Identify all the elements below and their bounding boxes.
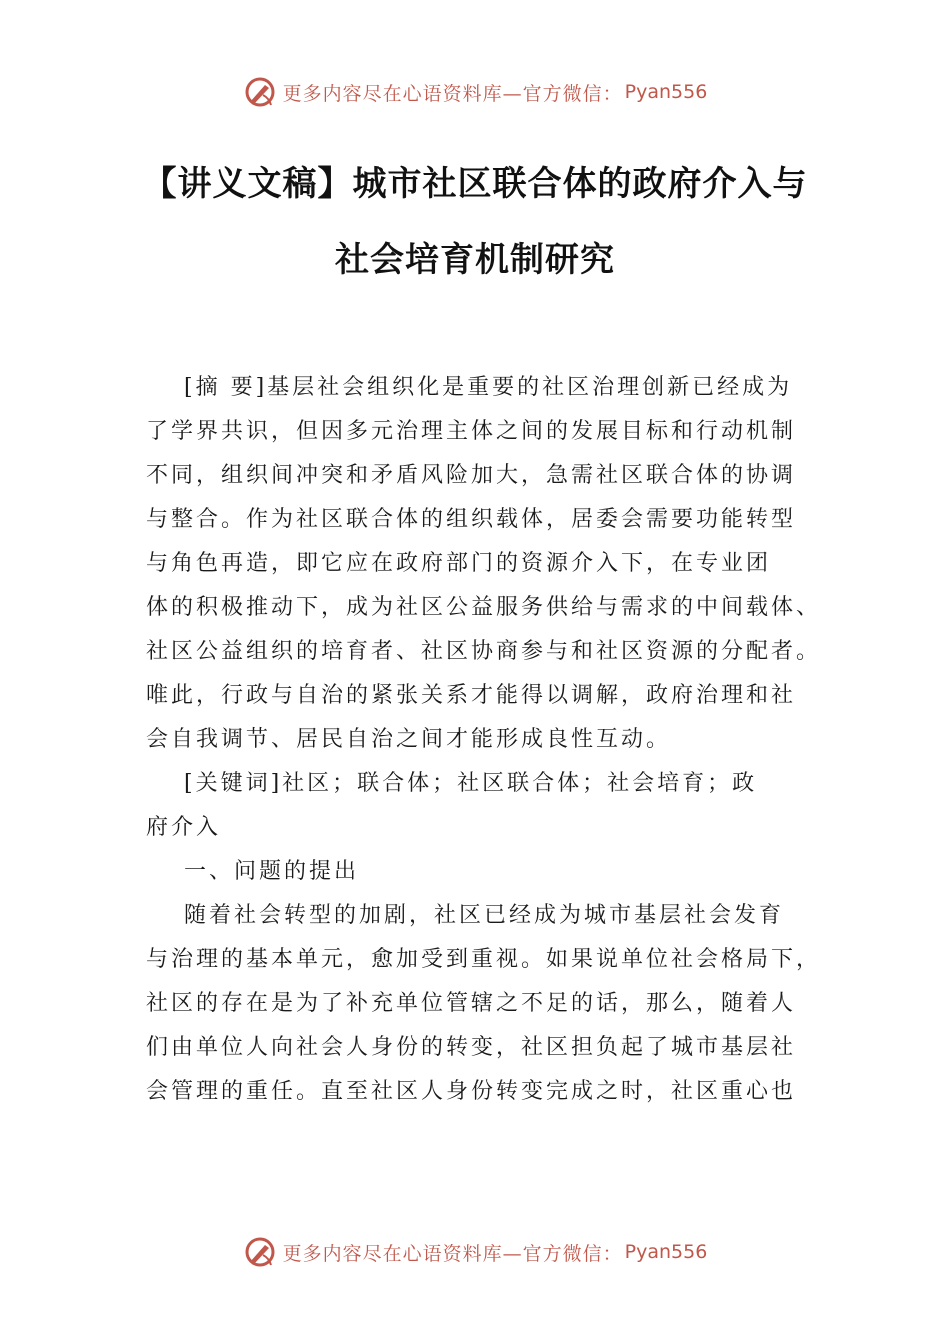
watermark-text: 更多内容尽在心语资料库—官方微信： [282,82,623,105]
brush-logo-icon [243,1235,277,1269]
abstract-line: 与整合。作为社区联合体的组织载体，居委会需要功能转型 [146,507,797,532]
abstract-line: [摘 要]基层社会组织化是重要的社区治理创新已经成为 [184,375,793,400]
header-watermark [0,72,950,112]
paragraph-line: 与治理的基本单元，愈加受到重视。如果说单位社会格局下， [146,947,822,972]
wechat-id: Pyan556 [624,1241,708,1263]
paragraph-line: 会管理的重任。直至社区人身份转变完成之时，社区重心也 [146,1079,797,1104]
abstract-line: 了学界共识，但因多元治理主体之间的发展目标和行动机制 [146,419,797,444]
paragraph-line: 随着社会转型的加剧，社区已经成为城市基层社会发育 [184,903,785,928]
footer-watermark [0,1232,950,1272]
document-title-line-1: 【讲义文稿】城市社区联合体的政府介入与 [142,164,808,204]
section-heading: 一、问题的提出 [184,859,360,884]
abstract-line: 唯此，行政与自治的紧张关系才能得以调解，政府治理和社 [146,683,797,708]
watermark-text: 更多内容尽在心语资料库—官方微信： [282,1242,623,1265]
paragraph-line: 社区的存在是为了补充单位管辖之不足的话，那么，随着人 [146,991,797,1016]
wechat-id: Pyan556 [624,81,708,103]
abstract-line: 社区公益组织的培育者、社区协商参与和社区资源的分配者。 [146,639,822,664]
abstract-line: 体的积极推动下，成为社区公益服务供给与需求的中间载体、 [146,595,822,620]
paragraph-line: 们由单位人向社会人身份的转变，社区担负起了城市基层社 [146,1035,797,1060]
abstract-line: 与角色再造，即它应在政府部门的资源介入下，在专业团 [146,551,772,576]
keywords-line: 府介入 [146,815,222,840]
abstract-line: 不同，组织间冲突和矛盾风险加大，急需社区联合体的协调 [146,463,797,488]
document-title-line-2: 社会培育机制研究 [335,240,615,280]
abstract-line: 会自我调节、居民自治之间才能形成良性互动。 [146,727,672,752]
keywords-line: [关键词]社区；联合体；社区联合体；社会培育；政 [184,771,758,796]
brush-logo-icon [243,75,277,109]
